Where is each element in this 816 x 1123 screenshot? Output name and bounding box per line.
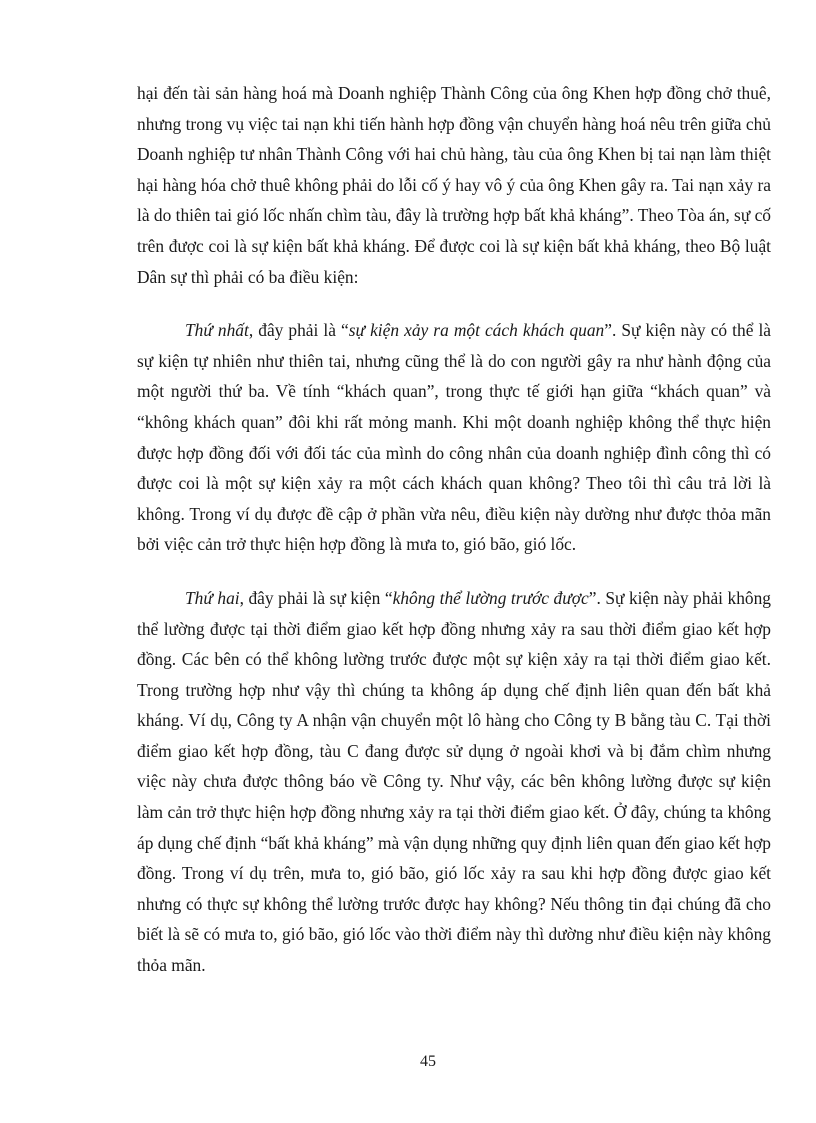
paragraph-lead: Thứ nhất <box>185 320 249 341</box>
paragraph-text: , đây phải là sự kiện “ <box>239 587 393 608</box>
document-body <box>137 78 771 981</box>
paragraph-text: , đây phải là “ <box>248 320 349 341</box>
paragraph-lead: Thứ hai <box>185 587 240 608</box>
paragraph-emphasis: không thể lường trước được <box>392 587 589 608</box>
page-number: 45 <box>420 1053 436 1070</box>
paragraph-first-condition <box>137 315 771 560</box>
paragraph-continuation: hại đến tài sản hàng hoá mà Doanh nghiệp Thành Công của ông Khen hợp đồng chở thuê, nhưng trong vụ việc tai nạn khi tiến hành hợp đồng vận chuyển hàng hoá nêu trên giữa chủ Doanh nghiệp tư nhân Thành Công với hai chủ hàng, tàu của ông Khen bị tai nạn làm thiệt hại hàng hóa chở thuê không phải do lỗi cố ý hay vô ý của ông Khen gây ra. Tai nạn xảy ra là do thiên tai gió lốc nhấn chìm tàu, đây là trường hợp bất khả kháng”. Theo Tòa án, sự cố trên được coi là sự kiện bất khả kháng. Để được coi là sự kiện bất khả kháng, theo Bộ luật Dân sự thì phải có ba điều kiện: <box>137 83 772 287</box>
paragraph-gap <box>137 560 771 583</box>
paragraph-gap <box>137 292 771 315</box>
paragraph-text: ”. Sự kiện này phải không thể lường được tại thời điểm giao kết hợp đồng nhưng xảy ra sau thời điểm giao kết hợp đồng. Các bên có thể không lường trước được một sự kiện xảy ra tại thời điểm giao kết. Trong trường hợp như vậy thì chúng ta không áp dụng chế định liên quan đến bất khả kháng. Ví dụ, Công ty A nhận vận chuyển một lô hàng cho Công ty B bằng tàu C. Tại thời điểm giao kết hợp đồng, tàu C đang được sử dụng ở ngoài khơi và bị đắm chìm nhưng việc này chưa được thông báo về Công ty. Như vậy, các bên không lường được sự kiện làm cản trở thực hiện hợp đồng nhưng xảy ra tại thời điểm giao kết. Ở đây, chúng ta không áp dụng chế định “bất khả kháng” mà vận dụng những quy định liên quan đến giao kết hợp đồng. Trong ví dụ trên, mưa to, gió bão, gió lốc xảy ra sau khi hợp đồng được giao kết nhưng có thực sự không thể lường trước được hay không? Nếu thông tin đại chúng đã cho biết là sẽ có mưa to, gió bão, gió lốc vào thời điểm này thì dường như điều kiện này không thỏa mãn. <box>137 587 771 976</box>
paragraph-text: ”. Sự kiện này có thể là sự kiện tự nhiên như thiên tai, nhưng cũng thể là do con người gây ra như hành động của một người thứ ba. Về tính “khách quan”, trong thực tế giới hạn giữa “khách quan” và “không khách quan” đôi khi rất mỏng manh. Khi một doanh nghiệp không thể thực hiện được hợp đồng đối với đối tác của mình do công nhân của doanh nghiệp đình công thì có được coi là một sự kiện xảy ra một cách khách quan không? Theo tôi thì câu trả lời là không. Trong ví dụ được đề cập ở phần vừa nêu, điều kiện này dường như được thỏa mãn bởi việc cản trở thực hiện hợp đồng là mưa to, gió bão, gió lốc. <box>137 320 772 555</box>
paragraph-emphasis: sự kiện xảy ra một cách khách quan <box>348 320 605 341</box>
paragraph-second-condition <box>137 583 771 981</box>
